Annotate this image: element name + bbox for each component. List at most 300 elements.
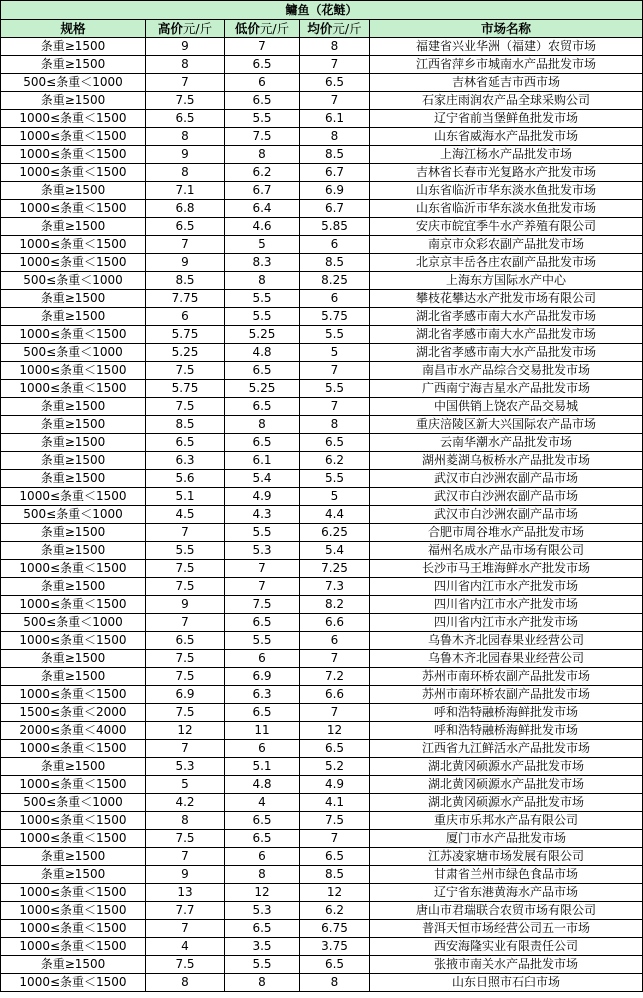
cell-avg-price: 7.5 bbox=[300, 812, 370, 830]
table-row bbox=[1, 164, 643, 182]
cell-high-price: 8 bbox=[146, 812, 225, 830]
table-row bbox=[1, 110, 643, 128]
cell-spec: 条重≥1500 bbox=[1, 848, 146, 866]
cell-market: 苏州市南环桥农副产品批发市场 bbox=[370, 668, 643, 686]
cell-high-price: 7.5 bbox=[146, 668, 225, 686]
cell-avg-price: 7.3 bbox=[300, 578, 370, 596]
cell-low-price: 4.9 bbox=[225, 488, 300, 506]
table-row bbox=[1, 542, 643, 560]
cell-low-price: 7 bbox=[225, 560, 300, 578]
table-row bbox=[1, 470, 643, 488]
cell-avg-price: 5.85 bbox=[300, 218, 370, 236]
table-row bbox=[1, 398, 643, 416]
cell-avg-price: 6.5 bbox=[300, 74, 370, 92]
cell-spec: 条重≥1500 bbox=[1, 542, 146, 560]
cell-market: 辽宁省东港黄海水产品市场 bbox=[370, 884, 643, 902]
table-row bbox=[1, 902, 643, 920]
cell-high-price: 6.5 bbox=[146, 632, 225, 650]
cell-spec: 条重≥1500 bbox=[1, 290, 146, 308]
cell-low-price: 5.25 bbox=[225, 380, 300, 398]
cell-high-price: 6.9 bbox=[146, 686, 225, 704]
cell-spec: 1000≤条重＜1500 bbox=[1, 146, 146, 164]
cell-spec: 条重≥1500 bbox=[1, 758, 146, 776]
cell-low-price: 6.5 bbox=[225, 614, 300, 632]
table-row bbox=[1, 596, 643, 614]
table-row bbox=[1, 434, 643, 452]
cell-avg-price: 8 bbox=[300, 128, 370, 146]
cell-high-price: 9 bbox=[146, 38, 225, 56]
cell-spec: 1000≤条重＜1500 bbox=[1, 488, 146, 506]
cell-low-price: 6.3 bbox=[225, 686, 300, 704]
cell-avg-price: 6.5 bbox=[300, 434, 370, 452]
cell-spec: 500≤条重＜1000 bbox=[1, 794, 146, 812]
cell-high-price: 6.5 bbox=[146, 110, 225, 128]
cell-avg-price: 6.5 bbox=[300, 848, 370, 866]
cell-market: 重庆涪陵区新大兴国际农产品市场 bbox=[370, 416, 643, 434]
cell-market: 西安海隆实业有限责任公司 bbox=[370, 938, 643, 956]
table-row bbox=[1, 830, 643, 848]
cell-market: 张掖市南关水产品批发市场 bbox=[370, 956, 643, 974]
table-row bbox=[1, 362, 643, 380]
cell-avg-price: 6.75 bbox=[300, 920, 370, 938]
cell-spec: 条重≥1500 bbox=[1, 470, 146, 488]
cell-market: 唐山市君瑞联合农贸市场有限公司 bbox=[370, 902, 643, 920]
cell-market: 福州名成水产品市场有限公司 bbox=[370, 542, 643, 560]
cell-market: 山东省临沂市华东淡水鱼批发市场 bbox=[370, 182, 643, 200]
cell-high-price: 5.1 bbox=[146, 488, 225, 506]
cell-low-price: 6 bbox=[225, 650, 300, 668]
table-row bbox=[1, 704, 643, 722]
cell-high-price: 13 bbox=[146, 884, 225, 902]
cell-low-price: 8 bbox=[225, 866, 300, 884]
table-row bbox=[1, 920, 643, 938]
cell-low-price: 6.2 bbox=[225, 164, 300, 182]
header-avg-price bbox=[300, 20, 370, 38]
table-row bbox=[1, 632, 643, 650]
cell-market: 中国供销上饶农产品交易城 bbox=[370, 398, 643, 416]
cell-spec: 1000≤条重＜1500 bbox=[1, 884, 146, 902]
cell-low-price: 5.4 bbox=[225, 470, 300, 488]
cell-low-price: 5.5 bbox=[225, 290, 300, 308]
cell-market: 呼和浩特融桥海鲜批发市场 bbox=[370, 704, 643, 722]
table-row bbox=[1, 884, 643, 902]
cell-avg-price: 8.5 bbox=[300, 254, 370, 272]
cell-avg-price: 8.5 bbox=[300, 866, 370, 884]
cell-market: 湖州菱湖乌板桥水产品批发市场 bbox=[370, 452, 643, 470]
table-row bbox=[1, 758, 643, 776]
cell-market: 云南华潮水产品批发市场 bbox=[370, 434, 643, 452]
table-row bbox=[1, 272, 643, 290]
cell-high-price: 7 bbox=[146, 524, 225, 542]
cell-market: 四川省内江市水产批发市场 bbox=[370, 596, 643, 614]
cell-market: 广西南宁海吉星水产品批发市场 bbox=[370, 380, 643, 398]
cell-market: 攀枝花攀达水产批发市场有限公司 bbox=[370, 290, 643, 308]
table-row bbox=[1, 866, 643, 884]
cell-avg-price: 7 bbox=[300, 92, 370, 110]
cell-high-price: 9 bbox=[146, 866, 225, 884]
cell-market: 福建省兴业华洲（福建）农贸市场 bbox=[370, 38, 643, 56]
cell-high-price: 8 bbox=[146, 128, 225, 146]
table-row bbox=[1, 560, 643, 578]
cell-market: 山东日照市石臼市场 bbox=[370, 974, 643, 992]
cell-avg-price: 5.5 bbox=[300, 380, 370, 398]
cell-low-price: 6.5 bbox=[225, 830, 300, 848]
cell-spec: 1500≤条重＜2000 bbox=[1, 704, 146, 722]
cell-high-price: 8 bbox=[146, 56, 225, 74]
cell-market: 吉林省长春市光复路水产批发市场 bbox=[370, 164, 643, 182]
cell-high-price: 7.5 bbox=[146, 92, 225, 110]
cell-spec: 条重≥1500 bbox=[1, 452, 146, 470]
cell-market: 长沙市马王堆海鲜水产批发市场 bbox=[370, 560, 643, 578]
table-row bbox=[1, 938, 643, 956]
cell-spec: 条重≥1500 bbox=[1, 182, 146, 200]
table-row bbox=[1, 740, 643, 758]
cell-market: 南昌市水产品综合交易批发市场 bbox=[370, 362, 643, 380]
cell-low-price: 4 bbox=[225, 794, 300, 812]
cell-low-price: 7 bbox=[225, 38, 300, 56]
cell-avg-price: 7.25 bbox=[300, 560, 370, 578]
cell-high-price: 8 bbox=[146, 974, 225, 992]
cell-avg-price: 5.5 bbox=[300, 470, 370, 488]
cell-avg-price: 6.5 bbox=[300, 740, 370, 758]
cell-high-price: 5.5 bbox=[146, 542, 225, 560]
table-row bbox=[1, 956, 643, 974]
cell-spec: 1000≤条重＜1500 bbox=[1, 974, 146, 992]
cell-low-price: 8 bbox=[225, 416, 300, 434]
cell-avg-price: 5.5 bbox=[300, 326, 370, 344]
cell-avg-price: 6 bbox=[300, 236, 370, 254]
cell-spec: 条重≥1500 bbox=[1, 866, 146, 884]
cell-market: 湖北黄冈硕源水产品批发市场 bbox=[370, 776, 643, 794]
cell-avg-price: 4.1 bbox=[300, 794, 370, 812]
cell-spec: 1000≤条重＜1500 bbox=[1, 362, 146, 380]
cell-avg-price: 3.75 bbox=[300, 938, 370, 956]
cell-spec: 1000≤条重＜1500 bbox=[1, 776, 146, 794]
table-row bbox=[1, 38, 643, 56]
cell-high-price: 5 bbox=[146, 776, 225, 794]
cell-avg-price: 6 bbox=[300, 632, 370, 650]
cell-market: 合肥市周谷堆水产品批发市场 bbox=[370, 524, 643, 542]
cell-market: 上海东方国际水产中心 bbox=[370, 272, 643, 290]
cell-avg-price: 8 bbox=[300, 38, 370, 56]
header-avg-label: 均价 bbox=[307, 21, 333, 36]
cell-avg-price: 12 bbox=[300, 722, 370, 740]
table-row bbox=[1, 326, 643, 344]
cell-spec: 条重≥1500 bbox=[1, 650, 146, 668]
cell-spec: 条重≥1500 bbox=[1, 56, 146, 74]
table-row bbox=[1, 416, 643, 434]
cell-high-price: 7.5 bbox=[146, 650, 225, 668]
cell-market: 乌鲁木齐北园春果业经营公司 bbox=[370, 632, 643, 650]
table-row bbox=[1, 218, 643, 236]
cell-high-price: 7.75 bbox=[146, 290, 225, 308]
cell-avg-price: 8 bbox=[300, 416, 370, 434]
cell-high-price: 6.8 bbox=[146, 200, 225, 218]
cell-avg-price: 7.2 bbox=[300, 668, 370, 686]
table-row bbox=[1, 776, 643, 794]
cell-low-price: 6.4 bbox=[225, 200, 300, 218]
cell-high-price: 6.5 bbox=[146, 218, 225, 236]
cell-high-price: 4.5 bbox=[146, 506, 225, 524]
cell-market: 武汉市白沙洲农副产品市场 bbox=[370, 506, 643, 524]
cell-market: 武汉市白沙洲农副产品市场 bbox=[370, 470, 643, 488]
table-row bbox=[1, 200, 643, 218]
cell-avg-price: 6.2 bbox=[300, 902, 370, 920]
cell-market: 甘肃省兰州市绿色食品市场 bbox=[370, 866, 643, 884]
cell-spec: 500≤条重＜1000 bbox=[1, 344, 146, 362]
cell-high-price: 12 bbox=[146, 722, 225, 740]
cell-spec: 1000≤条重＜1500 bbox=[1, 740, 146, 758]
table-row bbox=[1, 794, 643, 812]
cell-high-price: 9 bbox=[146, 596, 225, 614]
cell-market: 普洱天恒市场经营公司五一市场 bbox=[370, 920, 643, 938]
cell-spec: 1000≤条重＜1500 bbox=[1, 938, 146, 956]
table-row bbox=[1, 686, 643, 704]
cell-avg-price: 4.9 bbox=[300, 776, 370, 794]
cell-low-price: 7 bbox=[225, 578, 300, 596]
cell-high-price: 6.5 bbox=[146, 434, 225, 452]
table-row bbox=[1, 506, 643, 524]
cell-avg-price: 12 bbox=[300, 884, 370, 902]
table-row bbox=[1, 974, 643, 992]
cell-high-price: 7.5 bbox=[146, 956, 225, 974]
cell-market: 武汉市白沙洲农副产品市场 bbox=[370, 488, 643, 506]
cell-avg-price: 7 bbox=[300, 704, 370, 722]
cell-spec: 1000≤条重＜1500 bbox=[1, 632, 146, 650]
header-high-price bbox=[146, 20, 225, 38]
table-row bbox=[1, 380, 643, 398]
table-row bbox=[1, 812, 643, 830]
cell-low-price: 6.5 bbox=[225, 920, 300, 938]
cell-spec: 1000≤条重＜1500 bbox=[1, 164, 146, 182]
cell-spec: 条重≥1500 bbox=[1, 434, 146, 452]
cell-spec: 1000≤条重＜1500 bbox=[1, 380, 146, 398]
cell-spec: 1000≤条重＜1500 bbox=[1, 686, 146, 704]
cell-avg-price: 6.2 bbox=[300, 452, 370, 470]
cell-low-price: 5.3 bbox=[225, 542, 300, 560]
cell-low-price: 4.8 bbox=[225, 344, 300, 362]
cell-low-price: 5.5 bbox=[225, 524, 300, 542]
cell-high-price: 7.7 bbox=[146, 902, 225, 920]
header-market: 市场名称 bbox=[370, 20, 643, 38]
table-row bbox=[1, 524, 643, 542]
cell-spec: 1000≤条重＜1500 bbox=[1, 902, 146, 920]
cell-low-price: 5.1 bbox=[225, 758, 300, 776]
header-low-price bbox=[225, 20, 300, 38]
table-row bbox=[1, 452, 643, 470]
table-row bbox=[1, 92, 643, 110]
cell-high-price: 9 bbox=[146, 146, 225, 164]
header-high-unit: 元/斤 bbox=[182, 21, 213, 36]
cell-high-price: 9 bbox=[146, 254, 225, 272]
cell-avg-price: 5.4 bbox=[300, 542, 370, 560]
table-row bbox=[1, 488, 643, 506]
cell-avg-price: 5 bbox=[300, 488, 370, 506]
cell-low-price: 12 bbox=[225, 884, 300, 902]
cell-avg-price: 6.25 bbox=[300, 524, 370, 542]
header-high-label: 高价 bbox=[157, 21, 183, 36]
cell-low-price: 6.5 bbox=[225, 812, 300, 830]
table-row bbox=[1, 128, 643, 146]
cell-high-price: 7 bbox=[146, 74, 225, 92]
cell-high-price: 7.5 bbox=[146, 362, 225, 380]
header-avg-unit: 元/斤 bbox=[332, 21, 362, 36]
cell-avg-price: 6.7 bbox=[300, 200, 370, 218]
cell-low-price: 8 bbox=[225, 272, 300, 290]
cell-high-price: 7 bbox=[146, 848, 225, 866]
table-row bbox=[1, 344, 643, 362]
cell-market: 上海江杨水产品批发市场 bbox=[370, 146, 643, 164]
cell-spec: 1000≤条重＜1500 bbox=[1, 560, 146, 578]
cell-low-price: 6 bbox=[225, 740, 300, 758]
cell-market: 重庆市乐邦水产品有限公司 bbox=[370, 812, 643, 830]
table-row bbox=[1, 146, 643, 164]
cell-spec: 条重≥1500 bbox=[1, 416, 146, 434]
cell-spec: 500≤条重＜1000 bbox=[1, 506, 146, 524]
cell-spec: 1000≤条重＜1500 bbox=[1, 128, 146, 146]
cell-low-price: 5 bbox=[225, 236, 300, 254]
cell-high-price: 6.3 bbox=[146, 452, 225, 470]
cell-high-price: 7.5 bbox=[146, 578, 225, 596]
header-row bbox=[1, 20, 643, 38]
cell-low-price: 8 bbox=[225, 146, 300, 164]
cell-avg-price: 6.1 bbox=[300, 110, 370, 128]
cell-market: 湖北省孝感市南大水产品批发市场 bbox=[370, 308, 643, 326]
table-row bbox=[1, 650, 643, 668]
cell-low-price: 4.6 bbox=[225, 218, 300, 236]
cell-avg-price: 6.5 bbox=[300, 956, 370, 974]
table-row bbox=[1, 290, 643, 308]
table-row bbox=[1, 578, 643, 596]
cell-market: 山东省临沂市华东淡水鱼批发市场 bbox=[370, 200, 643, 218]
cell-market: 南京市众彩农副产品批发市场 bbox=[370, 236, 643, 254]
cell-low-price: 8 bbox=[225, 974, 300, 992]
cell-spec: 1000≤条重＜1500 bbox=[1, 254, 146, 272]
cell-high-price: 8 bbox=[146, 164, 225, 182]
cell-low-price: 7.5 bbox=[225, 128, 300, 146]
cell-avg-price: 6.9 bbox=[300, 182, 370, 200]
cell-avg-price: 4.4 bbox=[300, 506, 370, 524]
cell-market: 江西省萍乡市城南水产品批发市场 bbox=[370, 56, 643, 74]
cell-low-price: 5.5 bbox=[225, 632, 300, 650]
cell-market: 四川省内江市水产批发市场 bbox=[370, 578, 643, 596]
cell-spec: 条重≥1500 bbox=[1, 668, 146, 686]
cell-market: 吉林省延吉市西市场 bbox=[370, 74, 643, 92]
cell-low-price: 7.5 bbox=[225, 596, 300, 614]
cell-high-price: 7 bbox=[146, 920, 225, 938]
cell-spec: 1000≤条重＜1500 bbox=[1, 236, 146, 254]
cell-low-price: 5.25 bbox=[225, 326, 300, 344]
cell-spec: 条重≥1500 bbox=[1, 38, 146, 56]
header-low-label: 低价 bbox=[234, 21, 260, 36]
cell-spec: 1000≤条重＜1500 bbox=[1, 812, 146, 830]
cell-avg-price: 6 bbox=[300, 290, 370, 308]
cell-low-price: 6.1 bbox=[225, 452, 300, 470]
cell-market: 石家庄雨润农产品全球采购公司 bbox=[370, 92, 643, 110]
cell-high-price: 4.2 bbox=[146, 794, 225, 812]
cell-avg-price: 7 bbox=[300, 56, 370, 74]
cell-low-price: 5.5 bbox=[225, 308, 300, 326]
cell-high-price: 5.3 bbox=[146, 758, 225, 776]
cell-market: 山东省威海水产品批发市场 bbox=[370, 128, 643, 146]
table-body bbox=[1, 38, 643, 992]
table-row bbox=[1, 614, 643, 632]
cell-high-price: 7.5 bbox=[146, 830, 225, 848]
cell-spec: 1000≤条重＜1500 bbox=[1, 830, 146, 848]
cell-spec: 2000≤条重＜4000 bbox=[1, 722, 146, 740]
cell-spec: 条重≥1500 bbox=[1, 956, 146, 974]
table-row bbox=[1, 722, 643, 740]
cell-spec: 1000≤条重＜1500 bbox=[1, 920, 146, 938]
cell-high-price: 7.1 bbox=[146, 182, 225, 200]
cell-avg-price: 5.2 bbox=[300, 758, 370, 776]
cell-low-price: 5.5 bbox=[225, 110, 300, 128]
table-row bbox=[1, 848, 643, 866]
cell-low-price: 4.3 bbox=[225, 506, 300, 524]
cell-market: 江西省九江鲜活水产品批发市场 bbox=[370, 740, 643, 758]
cell-spec: 条重≥1500 bbox=[1, 308, 146, 326]
cell-avg-price: 5 bbox=[300, 344, 370, 362]
header-spec: 规格 bbox=[1, 20, 146, 38]
cell-spec: 条重≥1500 bbox=[1, 524, 146, 542]
cell-high-price: 7 bbox=[146, 236, 225, 254]
table-row bbox=[1, 668, 643, 686]
cell-high-price: 7.5 bbox=[146, 398, 225, 416]
cell-spec: 1000≤条重＜1500 bbox=[1, 596, 146, 614]
cell-market: 江苏凌家塘市场发展有限公司 bbox=[370, 848, 643, 866]
title-row bbox=[1, 1, 643, 20]
table-row bbox=[1, 236, 643, 254]
cell-avg-price: 8.2 bbox=[300, 596, 370, 614]
cell-avg-price: 7 bbox=[300, 650, 370, 668]
cell-spec: 条重≥1500 bbox=[1, 578, 146, 596]
cell-avg-price: 8 bbox=[300, 974, 370, 992]
cell-high-price: 7 bbox=[146, 614, 225, 632]
cell-low-price: 4.8 bbox=[225, 776, 300, 794]
cell-high-price: 7.5 bbox=[146, 560, 225, 578]
cell-market: 湖北黄冈硕源水产品批发市场 bbox=[370, 794, 643, 812]
cell-low-price: 11 bbox=[225, 722, 300, 740]
cell-low-price: 6.5 bbox=[225, 704, 300, 722]
cell-low-price: 6.5 bbox=[225, 434, 300, 452]
cell-spec: 条重≥1500 bbox=[1, 398, 146, 416]
cell-low-price: 6.5 bbox=[225, 92, 300, 110]
cell-avg-price: 5.75 bbox=[300, 308, 370, 326]
cell-avg-price: 7 bbox=[300, 398, 370, 416]
cell-avg-price: 7 bbox=[300, 830, 370, 848]
cell-market: 湖北省孝感市南大水产品批发市场 bbox=[370, 326, 643, 344]
cell-market: 辽宁省前当堡鲜鱼批发市场 bbox=[370, 110, 643, 128]
cell-low-price: 6.9 bbox=[225, 668, 300, 686]
cell-low-price: 6.7 bbox=[225, 182, 300, 200]
cell-high-price: 6 bbox=[146, 308, 225, 326]
cell-spec: 条重≥1500 bbox=[1, 218, 146, 236]
cell-avg-price: 8.25 bbox=[300, 272, 370, 290]
cell-low-price: 6.5 bbox=[225, 56, 300, 74]
cell-low-price: 5.5 bbox=[225, 956, 300, 974]
cell-spec: 500≤条重＜1000 bbox=[1, 614, 146, 632]
cell-spec: 500≤条重＜1000 bbox=[1, 272, 146, 290]
cell-market: 乌鲁木齐北园春果业经营公司 bbox=[370, 650, 643, 668]
cell-avg-price: 6.6 bbox=[300, 614, 370, 632]
table-row bbox=[1, 74, 643, 92]
cell-market: 厦门市水产品批发市场 bbox=[370, 830, 643, 848]
cell-low-price: 8.3 bbox=[225, 254, 300, 272]
cell-spec: 500≤条重＜1000 bbox=[1, 74, 146, 92]
cell-avg-price: 8.5 bbox=[300, 146, 370, 164]
cell-avg-price: 6.6 bbox=[300, 686, 370, 704]
table-row bbox=[1, 182, 643, 200]
